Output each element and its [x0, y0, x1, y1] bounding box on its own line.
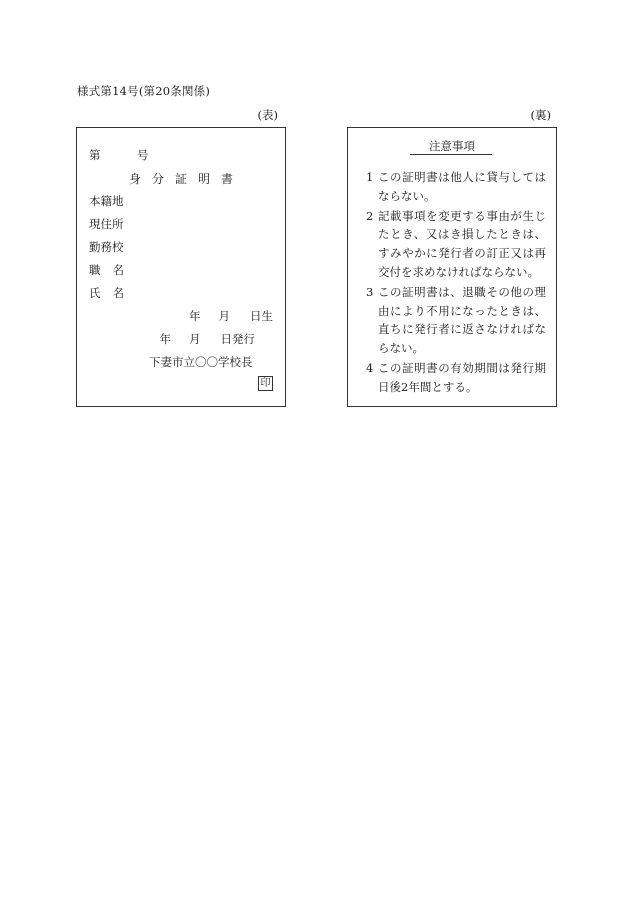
back-side-label: (裏)	[530, 108, 551, 122]
field-domicile: 本籍地	[89, 194, 124, 208]
notes-title-underline	[410, 154, 492, 155]
seal-mark: 印	[258, 376, 273, 391]
birth-month-label: 月	[218, 309, 230, 323]
certificate-number-label: 第	[89, 148, 101, 162]
note-number: 4	[366, 360, 374, 375]
field-name: 氏名	[89, 286, 136, 300]
id-card-front	[76, 127, 286, 407]
note-text: この証明書は、退職その他の理由により不用になったときは、直ちに発行者に返さなければならない。	[378, 284, 546, 356]
field-address: 現住所	[89, 217, 124, 231]
issue-year-label: 年	[159, 332, 171, 346]
form-number-heading: 様式第14号(第20条関係)	[77, 84, 211, 98]
note-text: 記載事項を変更する事由が生じたとき、又はき損したときは、すみやかに発行者の訂正又は再交付を求めなければならない。	[378, 208, 546, 279]
note-number: 2	[366, 208, 374, 223]
birth-day-label: 日生	[250, 309, 273, 323]
card-title: 身分証明書	[129, 172, 245, 186]
front-side-label: (表)	[257, 108, 278, 122]
field-school: 勤務校	[89, 240, 124, 254]
field-position: 職名	[89, 263, 136, 277]
note-item	[368, 168, 546, 206]
notes-title: 注意事項	[429, 139, 475, 153]
note-number: 3	[366, 284, 374, 299]
note-item	[368, 283, 546, 358]
note-item	[368, 359, 546, 397]
note-item	[368, 207, 546, 282]
note-text: この証明書は他人に貸与してはならない。	[378, 170, 546, 203]
birth-date-line	[189, 308, 273, 324]
issuer-name: 下妻市立〇〇学校長	[149, 355, 253, 369]
issue-month-label: 月	[189, 332, 201, 346]
note-text: この証明書の有効期間は発行期日後2年間とする。	[378, 360, 546, 394]
issue-day-label: 日発行	[220, 332, 255, 346]
certificate-number-suffix: 号	[137, 148, 149, 162]
issue-date-line	[160, 331, 256, 347]
birth-year-label: 年	[189, 309, 201, 323]
note-number: 1	[366, 170, 374, 184]
id-card-back	[347, 127, 557, 407]
notes-list	[368, 168, 546, 398]
